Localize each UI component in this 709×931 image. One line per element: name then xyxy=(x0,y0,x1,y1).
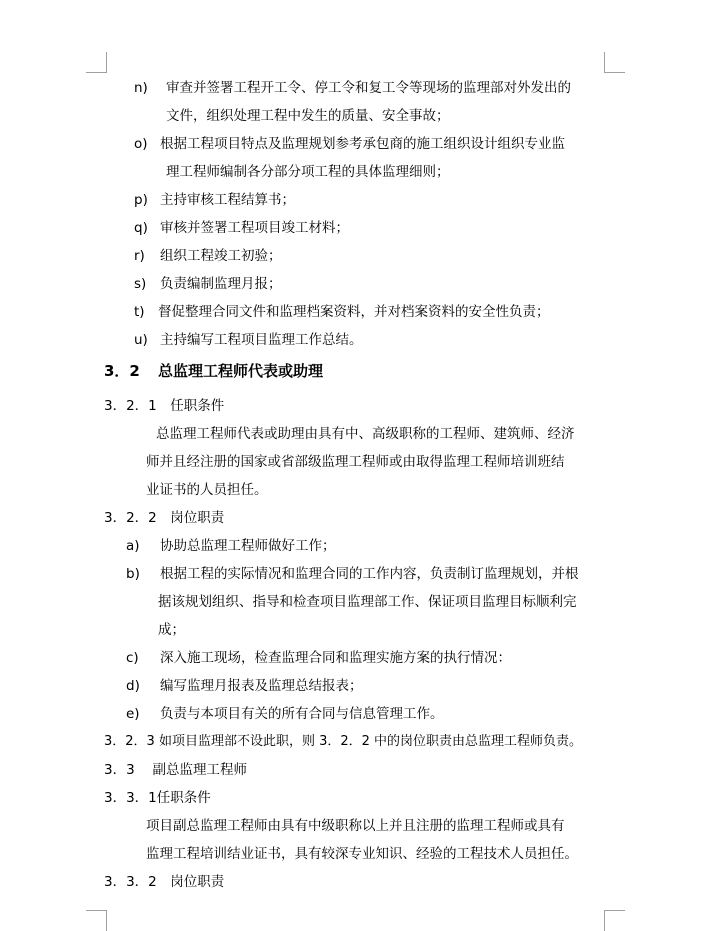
subsection-heading-3-2-1: 3．2．1 任职条件 xyxy=(104,398,225,414)
list-label-b: b) xyxy=(126,566,140,582)
paragraph-3-3-1-line1: 项目副总监理工程师由具有中级职称以上并且注册的监理工程师或具有 xyxy=(146,818,565,834)
list-item-r: 组织工程竣工初验； xyxy=(160,248,282,264)
list-label-r: r) xyxy=(134,248,145,264)
crop-mark-top-right xyxy=(604,52,625,73)
list-item-q: 审核并签署工程项目竣工材料； xyxy=(160,220,349,236)
list-item-o-line2: 理工程师编制各分部分项工程的具体监理细则； xyxy=(166,164,450,180)
list-item-a: 协助总监理工程师做好工作； xyxy=(160,538,336,554)
list-label-s: s) xyxy=(134,276,147,292)
list-item-b-line2: 据该规划组织、指导和检查项目监理部工作、保证项目监理目标顺利完 xyxy=(158,594,577,610)
paragraph-3-3-1-line2: 监理工程培训结业证书，具有较深专业知识、经验的工程技术人员担任。 xyxy=(146,846,578,862)
list-label-c: c) xyxy=(126,650,139,666)
list-item-b-line1: 根据工程的实际情况和监理合同的工作内容，负责制订监理规划，并根 xyxy=(160,566,579,582)
list-item-p: 主持审核工程结算书； xyxy=(160,192,295,208)
paragraph-3-2-3: 3．2．3 如项目监理部不设此职，则 3．2．2 中的岗位职责由总监理工程师负责。 xyxy=(104,734,583,749)
list-item-d: 编写监理月报表及监理总结报表； xyxy=(160,678,363,694)
list-label-d: d) xyxy=(126,678,140,694)
paragraph-3-2-1-line1: 总监理工程师代表或助理由具有中、高级职称的工程师、建筑师、经济 xyxy=(156,426,575,442)
list-item-e: 负责与本项目有关的所有合同与信息管理工作。 xyxy=(160,706,444,722)
subsection-heading-3-3-2: 3．3．2 岗位职责 xyxy=(104,874,225,890)
list-item-t: 督促整理合同文件和监理档案资料，并对档案资料的安全性负责； xyxy=(158,304,550,320)
list-label-a: a) xyxy=(126,538,140,554)
section-heading-3-3: 3．3 副总监理工程师 xyxy=(104,762,247,778)
paragraph-3-2-1-line3: 业证书的人员担任。 xyxy=(146,482,268,498)
list-label-u: u) xyxy=(134,332,148,348)
section-number-3-2: 3．2 xyxy=(104,362,140,380)
list-label-p: p) xyxy=(134,192,148,208)
subsection-heading-3-3-1: 3．3．1任职条件 xyxy=(104,790,211,806)
list-label-n: n) xyxy=(134,80,148,96)
list-label-e: e) xyxy=(126,706,140,722)
crop-mark-top-left xyxy=(86,52,107,73)
list-label-t: t) xyxy=(134,304,145,320)
crop-mark-bottom-left xyxy=(86,910,107,931)
paragraph-3-2-1-line2: 师并且经注册的国家或省部级监理工程师或由取得监理工程师培训班结 xyxy=(146,454,565,470)
section-title-3-2: 总监理工程师代表或助理 xyxy=(158,362,324,380)
list-item-o-line1: 根据工程项目特点及监理规划参考承包商的施工组织设计组织专业监 xyxy=(160,136,565,152)
list-label-q: q) xyxy=(134,220,148,236)
list-item-n-line2: 文件，组织处理工程中发生的质量、安全事故； xyxy=(166,108,450,124)
list-item-n-line1: 审查并签署工程开工令、停工令和复工令等现场的监理部对外发出的 xyxy=(166,80,571,96)
list-item-u: 主持编写工程项目监理工作总结。 xyxy=(160,332,363,348)
subsection-heading-3-2-2: 3．2．2 岗位职责 xyxy=(104,510,225,526)
list-item-s: 负责编制监理月报； xyxy=(160,276,282,292)
list-item-c: 深入施工现场，检查监理合同和监理实施方案的执行情况： xyxy=(160,650,511,666)
crop-mark-bottom-right xyxy=(604,910,625,931)
list-item-b-line3: 成； xyxy=(158,622,185,638)
list-label-o: o) xyxy=(134,136,148,152)
